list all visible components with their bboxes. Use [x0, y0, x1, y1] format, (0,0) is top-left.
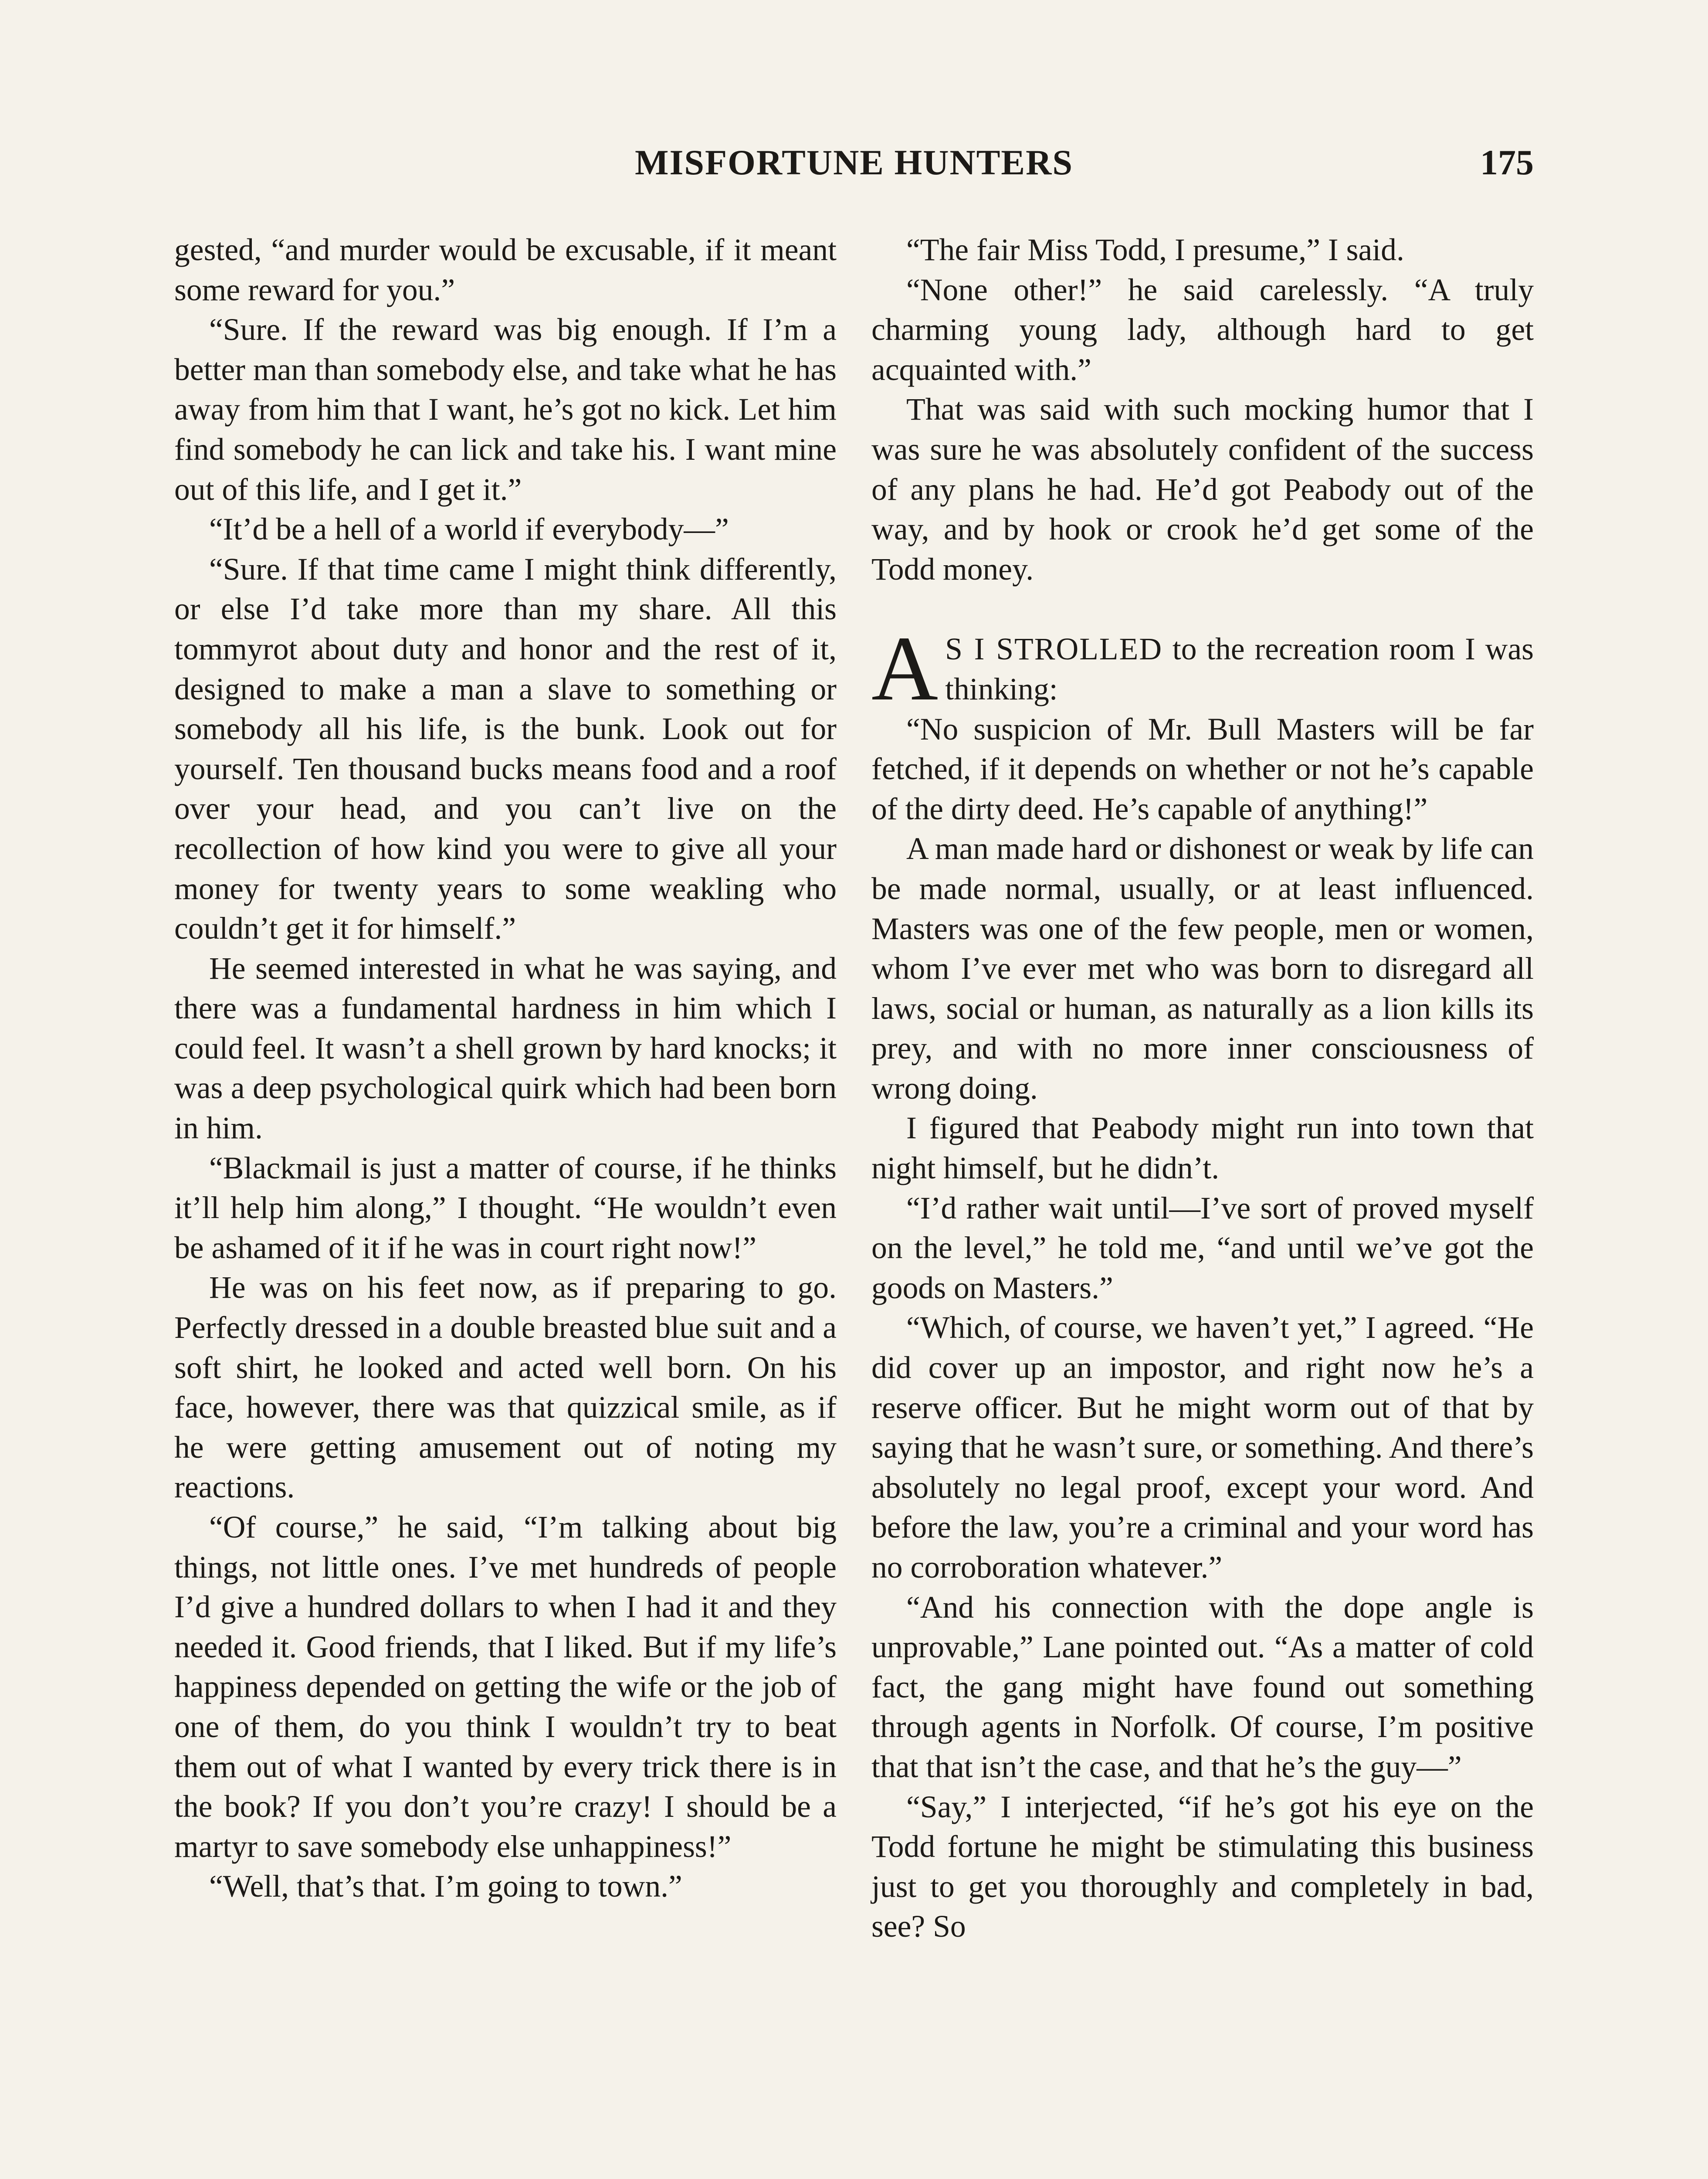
paragraph: “Sure. If that time came I might think differently, or else I’d take more than my share. All this tommyrot about duty and honor and the rest of it, designed to make a man a slave to something or somebody all his life, is the bunk. Look out for yourself. Ten thousand bucks means food and a roof over your head, and you can’t live on the recollection of how kind you were to give all your money for twenty years to some weakling who couldn’t get it for himself.” — [174, 552, 837, 946]
paragraph: “Which, of course, we haven’t yet,” I agreed. “He did cover up an impostor, and right now he’s a reserve officer. But he might worm out of that by saying that he wasn’t sure, or something. And there’s absolutely no legal proof, except your word. And before the law, you’re a criminal and your word has no corroboration whatever.” — [871, 1310, 1534, 1585]
paragraph: I figured that Peabody might run into town that night himself, but he didn’t. — [871, 1111, 1534, 1186]
paragraph: “Sure. If the reward was big enough. If I’m a better man than somebody else, and take what he has away from him that I want, he’s got no kick. Let him find somebody he can lick and take his. I want mine out of this life, and I get it.” — [174, 312, 837, 507]
paragraph: “Blackmail is just a matter of course, if he thinks it’ll help him along,” I thought. “He wouldn’t even be ashamed of it if he was in court right now!” — [174, 1151, 837, 1265]
paragraph: That was said with such mocking humor that I was sure he was absolutely confident of the success of any plans he had. He’d got Peabody out of the way, and by hook or crook he’d get some of the Todd money. — [871, 392, 1534, 587]
section-lead-in: S I STROLLED — [945, 632, 1163, 667]
paragraph: “None other!” he said carelessly. “A truly charming young lady, although hard to get acquainted with.” — [871, 272, 1534, 387]
drop-cap: A — [871, 617, 939, 720]
paragraph: “The fair Miss Todd, I presume,” I said. — [906, 233, 1404, 267]
running-title: MISFORTUNE HUNTERS — [635, 143, 1073, 182]
right-column — [871, 230, 1534, 1947]
left-column — [174, 230, 837, 1907]
paragraph: “No suspicion of Mr. Bull Masters will be far fetched, if it depends on whether or not he’s capable of the dirty deed. He’s capable of anything!” — [871, 712, 1534, 826]
paragraph: He was on his feet now, as if preparing to go. Perfectly dressed in a double breasted blue suit and a soft shirt, he looked and acted well born. On his face, however, there was that quizzical smile, as if he were getting amusement out of noting my reactions. — [174, 1270, 837, 1505]
page-number: 175 — [1480, 143, 1534, 182]
paragraph: gested, “and murder would be excusable, if it meant some reward for you.” — [174, 233, 837, 307]
paragraph: “Say,” I interjected, “if he’s got his eye on the Todd fortune he might be stimulating this business just to get you thoroughly and completely in bad, see? So — [871, 1789, 1534, 1944]
paragraph: “It’d be a hell of a world if everybody—” — [209, 512, 729, 547]
running-head — [174, 139, 1534, 187]
paragraph: “And his connection with the dope angle is unprovable,” Lane pointed out. “As a matter of cold fact, the gang might have found out something through agents in Norfolk. Of course, I’m positive that that isn’t the case, and that he’s the guy—” — [871, 1590, 1534, 1784]
paragraph: A man made hard or dishonest or weak by life can be made normal, usually, or at least influenced. Masters was one of the few people, men or women, whom I’ve ever met who was born to disregard all laws, social or human, as naturally as a lion kills its prey, and with no more inner consciousness of wrong doing. — [871, 832, 1534, 1106]
section-opening-paragraph — [871, 617, 1534, 720]
paragraph: “I’d rather wait until—I’ve sort of proved myself on the level,” he told me, “and until we’ve got the goods on Masters.” — [871, 1191, 1534, 1305]
paragraph: “Well, that’s that. I’m going to town.” — [209, 1869, 682, 1904]
paragraph: He seemed interested in what he was saying, and there was a fundamental hardness in him which I could feel. It wasn’t a shell grown by hard knocks; it was a deep psychological quirk which had been born in him. — [174, 951, 837, 1146]
section-lead-rest: to the recreation room I was thinking: — [945, 632, 1534, 706]
paragraph: “Of course,” he said, “I’m talking about big things, not little ones. I’ve met hundreds of people I’d give a hundred dollars to when I had it and they needed it. Good friends, that I liked. But if my life’s happiness depended on getting the wife or the job of one of them, do you think I wouldn’t try to beat them out of what I wanted by every trick there is in the book? If you don’t you’re crazy! I should be a martyr to save somebody else unhappiness!” — [174, 1510, 837, 1864]
